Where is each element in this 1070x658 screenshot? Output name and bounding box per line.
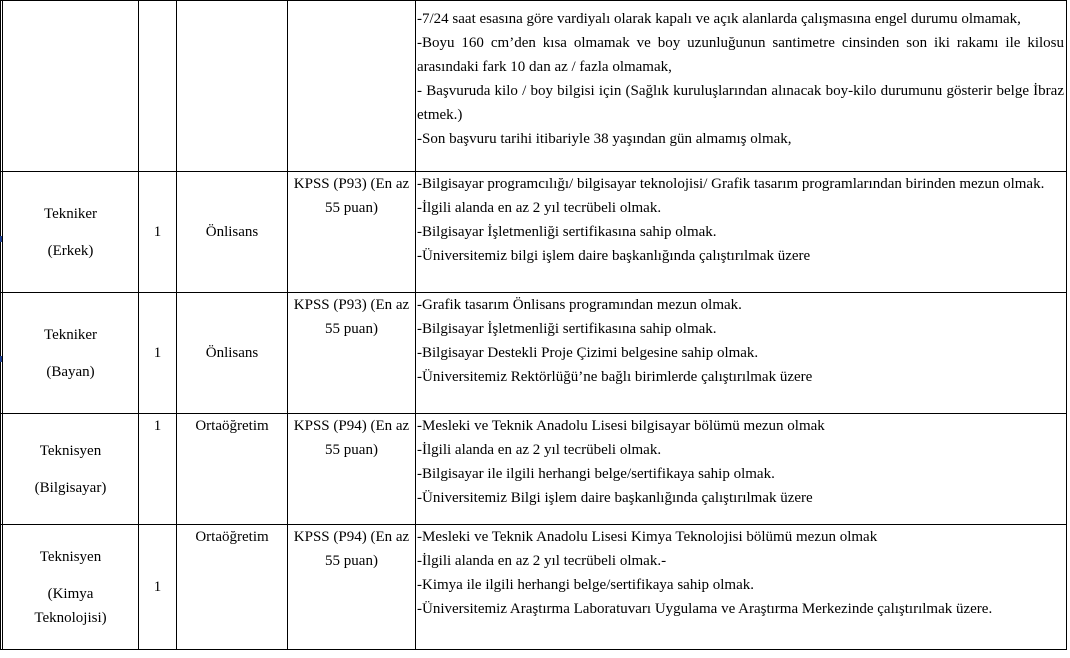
requirement-line: -Bilgisayar ile ilgili herhangi belge/sertifikaya sahip olmak. (417, 466, 775, 482)
table-row (1, 414, 1067, 525)
kpss-requirement: KPSS (P93) (En az 55 puan) (288, 293, 416, 414)
edge-marker (0, 356, 2, 362)
table-row (1, 1, 1067, 172)
requirement-line: -Bilgisayar İşletmenliği sertifikasına sahip olmak. (417, 224, 717, 240)
requirement-line: -Üniversitemiz Rektörlüğü’ne bağlı birimlerde çalıştırılmak üzere (417, 369, 813, 385)
requirement-line: -Bilgisayar programcılığı/ bilgisayar teknolojisi/ Grafik tasarım programlarından birinden mezun olmak. (417, 176, 1045, 192)
position-title: Tekniker (43, 326, 98, 343)
table-row (1, 525, 1067, 650)
requirement-line: -Mesleki ve Teknik Anadolu Lisesi Kimya Teknolojisi bölümü mezun olmak (417, 529, 878, 545)
kpss-requirement: KPSS (P94) (En az 55 puan) (288, 414, 416, 525)
requirement-line: -Grafik tasarım Önlisans programından mezun olmak. (417, 297, 742, 313)
position-title-cell (3, 172, 139, 293)
education-level: Önlisans (177, 172, 288, 293)
position-title: Tekniker (43, 205, 98, 222)
requirements-cell (416, 293, 1067, 414)
requirement-line: -7/24 saat esasına göre vardiyalı olarak kapalı ve açık alanlarda çalışmasına engel durumu olmamak, (417, 11, 1021, 27)
requirement-line: -İlgili alanda en az 2 yıl tecrübeli olmak. (417, 200, 662, 216)
position-count: 1 (139, 172, 177, 293)
position-subtitle: (Kimya (47, 585, 94, 602)
requirement-line: -İlgili alanda en az 2 yıl tecrübeli olmak.- (417, 553, 667, 569)
kpss-requirement: KPSS (P93) (En az 55 puan) (288, 172, 416, 293)
position-count: 1 (139, 414, 177, 525)
education-level: Önlisans (177, 293, 288, 414)
position-title: Teknisyen (39, 442, 102, 459)
requirement-line: -Kimya ile ilgili herhangi belge/sertifikaya sahip olmak. (417, 577, 754, 593)
requirements-cell (416, 414, 1067, 525)
position-subtitle: (Bilgisayar) (34, 479, 107, 496)
position-title-cell (3, 414, 139, 525)
education-level: Ortaöğretim (177, 414, 288, 525)
position-count: 1 (139, 293, 177, 414)
requirement-line: -Mesleki ve Teknik Anadolu Lisesi bilgisayar bölümü mezun olmak (417, 418, 825, 434)
kpss-cell (288, 1, 416, 172)
kpss-requirement: KPSS (P94) (En az 55 puan) (288, 525, 416, 650)
position-title-cell (3, 293, 139, 414)
count-cell (139, 1, 177, 172)
requirement-line: -Boyu 160 cm’den kısa olmamak ve boy uzunluğunun santimetre cinsinden son iki rakamı ile kilosu arasındaki fark 10 dan az / fazla olmamak, (417, 35, 1064, 75)
requirements-cell (416, 1, 1067, 172)
education-level: Ortaöğretim (177, 525, 288, 650)
requirements-cell (416, 172, 1067, 293)
requirement-line: -Bilgisayar İşletmenliği sertifikasına sahip olmak. (417, 321, 717, 337)
edge-marker (0, 236, 2, 242)
requirement-line: -Üniversitemiz bilgi işlem daire başkanlığında çalıştırılmak üzere (417, 248, 811, 264)
requirement-line: -Üniversitemiz Araştırma Laboratuvarı Uygulama ve Araştırma Merkezinde çalıştırılmak üzere. (417, 601, 993, 617)
table-row (1, 172, 1067, 293)
position-title-cell (3, 1, 139, 172)
position-subtitle: (Bayan) (46, 363, 95, 380)
position-subtitle: (Erkek) (47, 242, 94, 259)
table-row (1, 293, 1067, 414)
requirements-cell (416, 525, 1067, 650)
position-title: Teknisyen (39, 548, 102, 565)
requirement-line: -Son başvuru tarihi itibariyle 38 yaşından gün almamış olmak, (417, 131, 792, 147)
requirement-line: - Başvuruda kilo / boy bilgisi için (Sağlık kuruluşlarından alınacak boy-kilo durumunu gösterir belge İbraz etmek.) (417, 83, 1064, 123)
position-subtitle-cont: Teknolojisi) (34, 609, 107, 626)
position-count: 1 (139, 525, 177, 650)
education-cell (177, 1, 288, 172)
requirement-line: -Üniversitemiz Bilgi işlem daire başkanlığında çalıştırılmak üzere (417, 490, 813, 506)
position-title-cell (3, 525, 139, 650)
requirement-line: -Bilgisayar Destekli Proje Çizimi belgesine sahip olmak. (417, 345, 759, 361)
requirement-line: -İlgili alanda en az 2 yıl tecrübeli olmak. (417, 442, 662, 458)
